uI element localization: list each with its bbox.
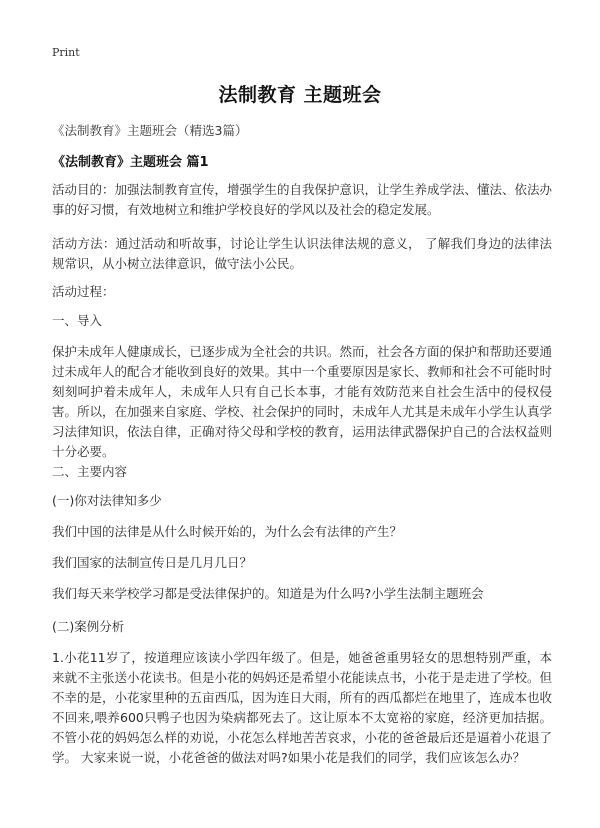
paragraph-process: 活动过程： — [52, 284, 115, 299]
subheading-law-knowledge: (一)你对法律知多少 — [52, 493, 162, 508]
paragraph-purpose: 活动目的：加强法制教育宣传，增强学生的自我保护意识，让学生养成学法、懂法、依法办事的好习惯，有效地树立和维护学校良好的学风以及社会的稳定发展。 — [52, 182, 553, 217]
print-link[interactable]: Print — [52, 46, 80, 59]
subheading-case-analysis: (二)案例分析 — [52, 619, 125, 634]
question-law-origin: 我们中国的法律是从什么时候开始的，为什么会有法律的产生？ — [52, 524, 403, 539]
paragraph-case-xiaohua: 1.小花11岁了，按道理应该读小学四年级了。但是，她爸爸重男轻女的思想特别严重，本来就不主张送小花读书。但是小花的妈妈还是希望小花能读点书，小花于是走进了学校。但不幸的是，小花家里种的五亩西瓜，因为连日大雨，所有的西瓜都烂在地里了，连成本也收不回来,喂养600只鸭子也因为染病都死去了。这让原本不太宽裕的家庭，经济更加拮据。不管小花的妈妈怎么样的劝说，小花怎么样地苦苦哀求，小花的爸爸最后还是逼着小花退了学。 大家来说一说，小花爸爸的做法对吗?如果小花是我们的同学，我们应该怎么办？ — [52, 650, 553, 765]
question-legal-day: 我们国家的法制宣传日是几月几日？ — [52, 555, 253, 570]
page-title: 法制教育 主题班会 — [218, 84, 382, 106]
document-subtitle: 《法制教育》主题班会（精选3篇） — [52, 123, 248, 138]
heading-intro: 一、导入 — [52, 313, 103, 328]
heading-main-content: 二、主要内容 — [52, 464, 128, 479]
paragraph-method: 活动方法：通过活动和听故事，讨论让学生认识法律法规的意义， 了解我们身边的法律法规常识，从小树立法律意识，做守法小公民。 — [52, 236, 552, 271]
section-heading: 《法制教育》主题班会 篇1 — [52, 155, 209, 170]
paragraph-intro-body: 保护未成年人健康成长，已逐步成为全社会的共识。然而，社会各方面的保护和帮助还要通过未成年人的配合才能收到良好的效果。其中一个重要原因是家长、教师和社会不可能时时刻刻呵护着未成年人，未成年人只有自己长本事，才能有效防范来自社会生活中的侵权侵害。所以，在加强来自家庭、学校、社会保护的同时，未成年人尤其是未成年小学生认真学习法律知识，依法自律，正确对待父母和学校的教育，运用法律武器保护自己的合法权益则十分必要。 — [52, 344, 553, 459]
question-school-protection: 我们每天来学校学习都是受法律保护的。知道是为什么吗?小学生法制主题班会 — [52, 586, 484, 601]
